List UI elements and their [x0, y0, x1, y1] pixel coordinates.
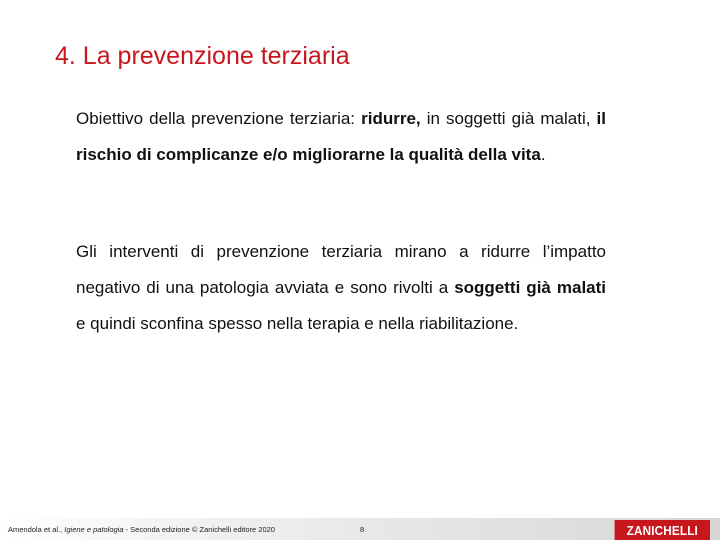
citation-title: Igiene e patologia [64, 525, 124, 534]
page-number: 8 [360, 525, 365, 534]
footer-bar [0, 518, 720, 540]
objective-bold-2: il rischio di complicanze e/o migliorarne la qualità della vita [76, 109, 606, 164]
interventions-text-2: e quindi sconfina spesso nella terapia e nella riabilitazione. [76, 314, 519, 333]
slide-title: 4. La prevenzione terziaria [55, 42, 350, 70]
citation-prefix: Amendola et al., [8, 525, 65, 534]
interventions-paragraph [76, 234, 606, 342]
interventions-text-1: Gli interventi di prevenzione terziaria mirano a ridurre l’impatto negativo di una patologia avviata e sono rivolti a [76, 242, 606, 297]
objective-paragraph [76, 101, 606, 173]
objective-text-3: . [540, 145, 546, 164]
zanichelli-logo: ZANICHELLI [615, 520, 710, 540]
footer-citation [8, 525, 275, 534]
objective-text-1: Obiettivo della prevenzione terziaria: [76, 109, 362, 128]
objective-text-2: in soggetti già malati, [420, 109, 597, 128]
objective-bold-1: ridurre, [361, 109, 421, 128]
interventions-bold-1: soggetti già malati [454, 278, 607, 297]
citation-suffix: - Seconda edizione © Zanichelli editore 2020 [123, 525, 275, 534]
